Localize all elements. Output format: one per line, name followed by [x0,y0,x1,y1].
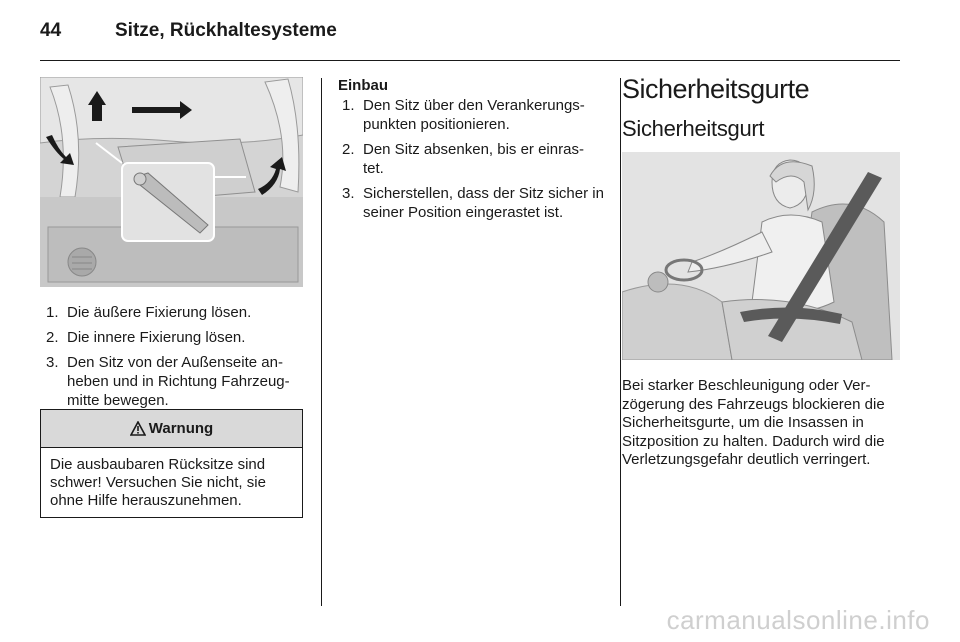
list-item: 1. Die äußere Fixierung lösen. [46,304,252,321]
column-divider-1 [321,78,322,606]
column-divider-2 [620,78,621,606]
seatbelt-description: Bei starker Beschleunigung oder Ver-zögerung des Fahrzeugs blockieren die Sicherheitsgurte, um die Insassen in Sitzposition zu halten. Dadurch wird die Verletzungsgefahr deutlich verringert. [622,377,885,468]
installation-steps [338,96,604,228]
subsection-heading: Sicherheitsgurt [622,116,765,141]
section-heading: Sicherheitsgurte [622,74,810,104]
list-item: 2. Die innere Fixierung lösen. [46,329,246,346]
warning-text: Die ausbaubaren Rücksitze sind schwer! Versuchen Sie nicht, sie ohne Hilfe herauszunehmen. [50,456,266,509]
list-item: 2. Den Sitz absenken, bis er einras-tet. [342,141,584,177]
list-item: 3. Den Sitz von der Außenseite an-heben und in Richtung Fahrzeug-mitte bewegen. [46,354,290,409]
warning-triangle-icon [130,421,146,436]
chapter-title: Sitze, Rückhaltesysteme [115,20,337,41]
header-divider [40,60,900,61]
warning-box [40,409,303,518]
installation-heading: Einbau [338,77,389,94]
page-number: 44 [40,20,62,41]
seat-removal-illustration [40,77,303,287]
warning-title: Warnung [148,420,214,437]
watermark: carmanualsonline.info [666,605,930,635]
warning-header [41,410,302,448]
list-item: 1. Den Sitz über den Verankerungs-punkten positionieren. [342,97,585,133]
removal-steps [42,303,304,416]
list-item: 3. Sicherstellen, dass der Sitz sicher in seiner Position eingerastet ist. [342,185,604,221]
seatbelt-illustration [622,152,900,360]
